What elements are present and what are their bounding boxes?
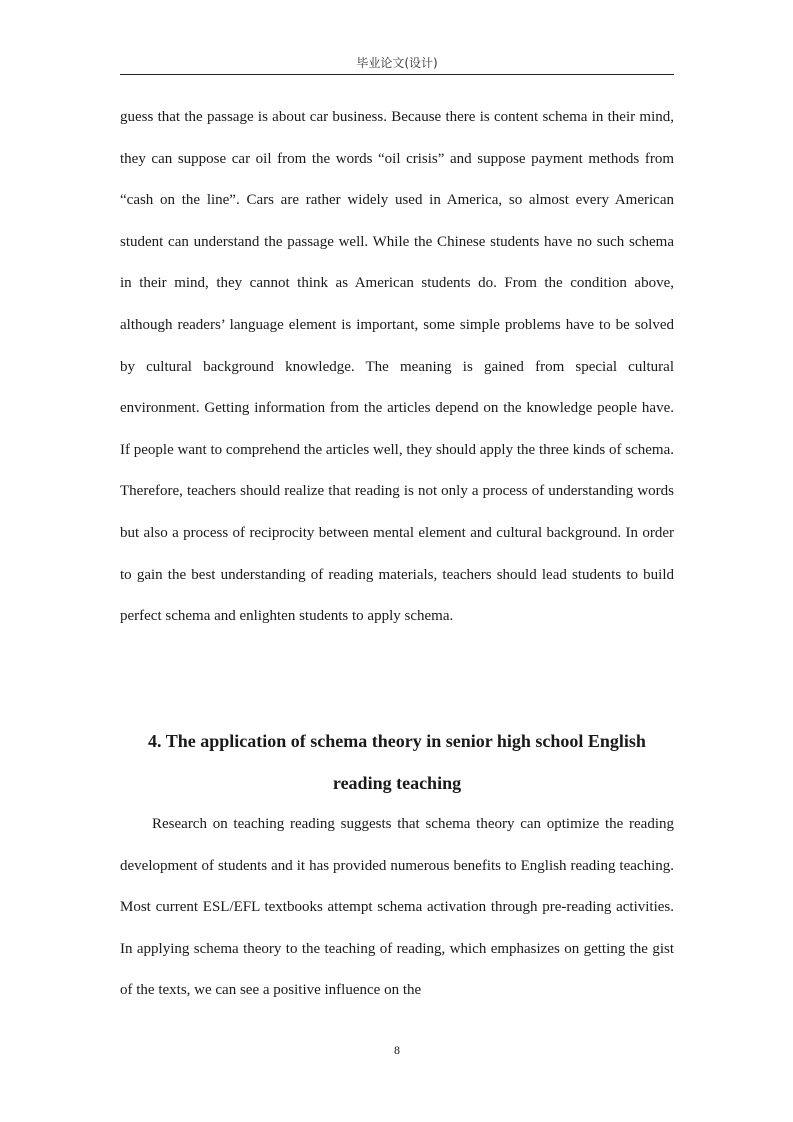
section-heading (120, 720, 674, 804)
section-heading-line-1: 4. The application of schema theory in senior high school English (148, 731, 646, 751)
page-number: 8 (394, 1043, 400, 1057)
section-heading-line-2: reading teaching (332, 773, 462, 793)
paragraph-text: guess that the passage is about car business. Because there is content schema in their mind, they can suppose car oil from the words “oil crisis” and suppose payment methods from “cash on the line”. Cars are rather widely used in America, so almost every American student can understand the passage well. While the Chinese students have no such schema in their mind, they cannot think as American students do. From the condition above, although readers’ language element is important, some simple problems have to be solved by cultural background knowledge. The meaning is gained from special cultural environment. Getting information from the articles depend on the knowledge people have. If people want to comprehend the articles well, they should apply the three kinds of schema. Therefore, teachers should realize that reading is not only a process of understanding words but also a process of reciprocity between mental element and cultural background. In order to gain the best understanding of reading materials, teachers should lead students to build perfect schema and enlighten students to apply schema. (120, 109, 674, 625)
running-header: 毕业论文(设计) (356, 56, 438, 70)
body-paragraph-continuation (120, 97, 674, 638)
paragraph-text: Research on teaching reading suggests that schema theory can optimize the reading development of students and it has provided numerous benefits to English reading teaching. Most current ESL/EFL textbooks attempt schema activation through pre-reading activities. In applying schema theory to the teaching of reading, which emphasizes on getting the gist of the texts, we can see a positive influence on the (120, 816, 674, 999)
header-rule (120, 74, 674, 75)
body-paragraph-section4 (120, 804, 674, 1012)
